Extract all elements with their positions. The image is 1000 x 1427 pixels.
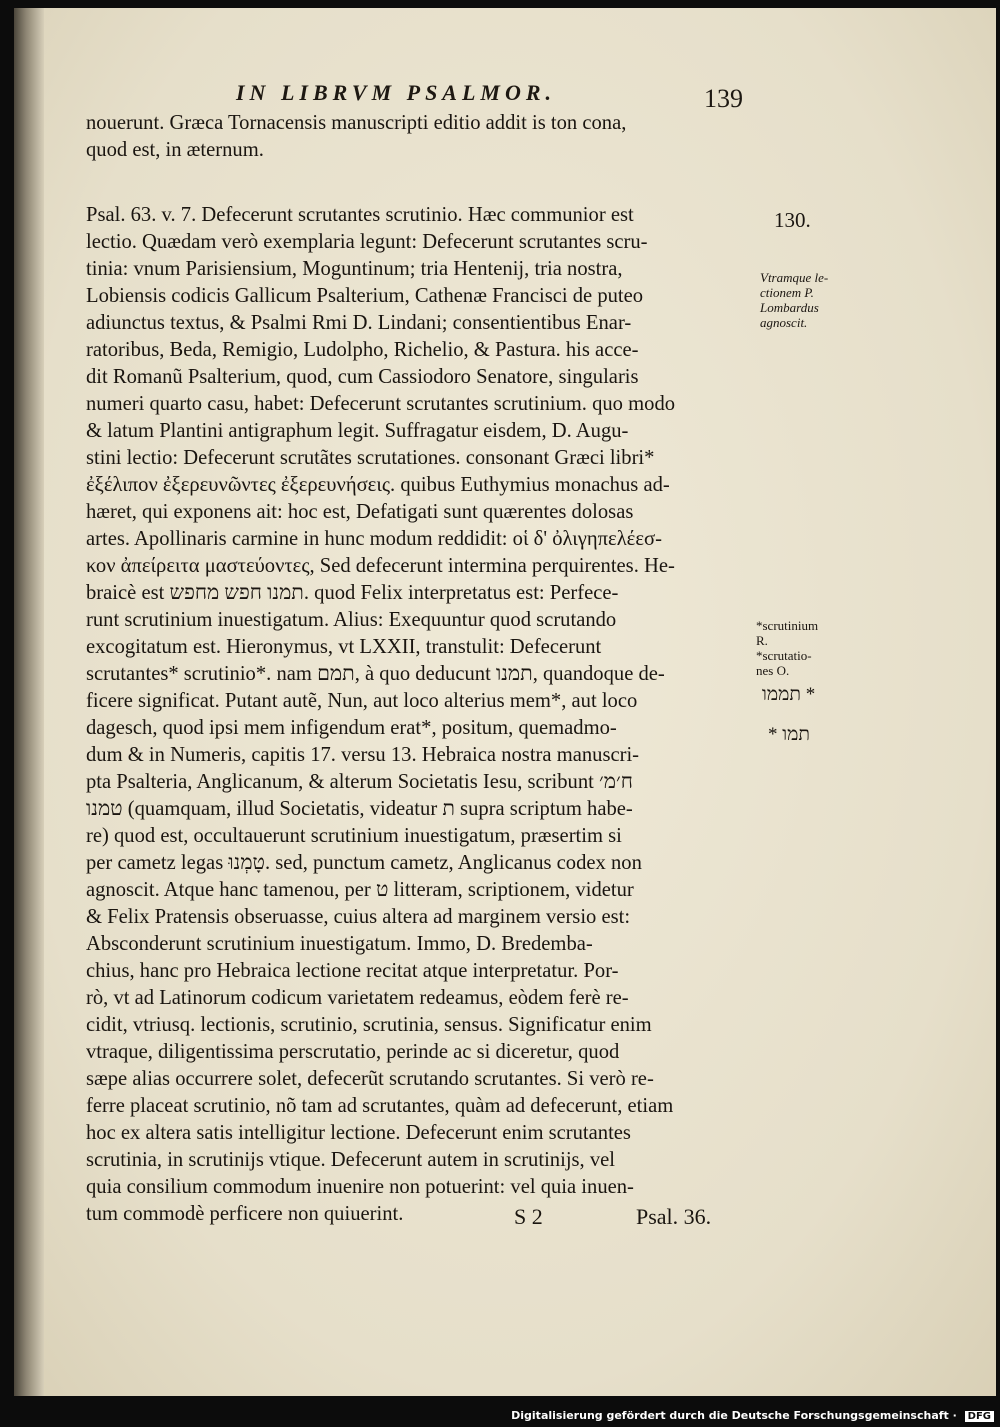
text-line: dit Romanũ Psalterium, quod, cum Cassiodoro Senatore, singularis xyxy=(86,366,639,388)
text-line: quia consilium commodum inuenire non potuerint: vel quia inuen- xyxy=(86,1176,634,1198)
text-line: dum & in Numeris, capitis 17. versu 13. Hebraica nostra manuscri- xyxy=(86,744,640,766)
text-line: pta Psalteria, Anglicanum, & alterum Societatis Iesu, scribunt ח׳מ׳ xyxy=(86,771,633,793)
text-line: & Felix Pratensis obseruasse, cuius altera ad marginem versio est: xyxy=(86,906,631,928)
text-line: nouerunt. Græca Tornacensis manuscripti editio addit is ton cona, xyxy=(86,112,627,134)
text-line: Psal. 63. v. 7. Defecerunt scrutantes scrutinio. Hæc communior est xyxy=(86,204,634,226)
margin-hebrew-note-2: * תמו xyxy=(768,724,810,745)
margin-note-line: Lombardus xyxy=(760,300,819,315)
margin-note-line: *scrutatio- xyxy=(756,648,812,663)
text-line: quod est, in æternum. xyxy=(86,139,264,161)
text-line: ἐξέλιπον ἐξερευνῶντες ἐξερευνήσεις. quibus Euthymius monachus ad- xyxy=(86,474,670,496)
signature-mark: S 2 xyxy=(514,1204,543,1229)
margin-note-line: *scrutinium xyxy=(756,618,819,633)
text-line: hæret, qui exponens ait: hoc est, Defatigati sunt quærentes dolosas xyxy=(86,501,634,523)
margin-note-lombardus xyxy=(760,270,828,330)
text-line: adiunctus textus, & Psalmi Rmi D. Lindani; consentientibus Enar- xyxy=(86,312,632,334)
paragraph-gap xyxy=(86,164,750,202)
margin-hebrew-note-1: תממו * xyxy=(762,684,816,705)
page-gutter-shadow xyxy=(14,8,44,1396)
text-line: agnoscit. Atque hanc tamenou, per ט litteram, scriptionem, videtur xyxy=(86,879,634,901)
text-line: κον ἀπείρειτα μαστεύοντες, Sed defecerunt intermina perquirentes. He- xyxy=(86,555,675,577)
text-line: tinia: vnum Parisiensium, Moguntinum; tria Hentenij, tria nostra, xyxy=(86,258,623,280)
text-line: sæpe alias occurrere solet, defecerũt scrutando scrutantes. Si verò re- xyxy=(86,1068,654,1090)
text-line: stini lectio: Defecerunt scrutãtes scrutationes. consonant Græci libri* xyxy=(86,447,655,469)
text-line: rò, vt ad Latinorum codicum varietatem redeamus, eòdem ferè re- xyxy=(86,987,629,1009)
text-line: per cametz legas טָמְנוּ. sed, punctum cametz, Anglicanus codex non xyxy=(86,852,642,874)
margin-note-variants xyxy=(756,618,818,678)
catchword: Psal. 36. xyxy=(636,1204,712,1229)
text-line: scrutantes* scrutinio*. nam תמם, à quo deducunt תמנו, quandoque de- xyxy=(86,663,665,685)
margin-note-line: R. xyxy=(756,633,768,648)
text-line: braicè est תמנו חפש מחפש. quod Felix interpretatus est: Perfece- xyxy=(86,582,619,604)
main-text-block xyxy=(86,110,750,1228)
text-line: ferre placeat scrutinio, nõ tam ad scrutantes, quàm ad defecerunt, etiam xyxy=(86,1095,674,1117)
text-line: tum commodè perficere non quiuerint. xyxy=(86,1203,404,1225)
text-line: טמנו (quamquam, illud Societatis, videatur ת supra scriptum habe- xyxy=(86,798,633,820)
text-line: Lobiensis codicis Gallicum Psalterium, Cathenæ Francisci de puteo xyxy=(86,285,644,307)
funding-notice xyxy=(511,1409,994,1422)
text-line: numeri quarto casu, habet: Defecerunt scrutantes scrutinium. quo modo xyxy=(86,393,676,415)
running-title: IN LIBRVM PSALMOR. xyxy=(236,80,557,105)
dfg-logo: DFG xyxy=(965,1411,994,1422)
text-line: lectio. Quædam verò exemplaria legunt: Defecerunt scrutantes scru- xyxy=(86,231,648,253)
text-line: cidit, vtriusq. lectionis, scrutinio, scrutinia, sensus. Significatur enim xyxy=(86,1014,652,1036)
margin-note-line: ctionem P. xyxy=(760,285,814,300)
margin-note-line: Vtramque le- xyxy=(760,270,829,285)
margin-note-line: agnoscit. xyxy=(760,315,808,330)
book-page xyxy=(14,8,996,1396)
text-line: artes. Apollinaris carmine in hunc modum reddidit: οἱ δ' ὀλιγηπελέεσ- xyxy=(86,528,662,550)
text-line: hoc ex altera satis intelligitur lectione. Defecerunt enim scrutantes xyxy=(86,1122,631,1144)
text-line: ficere significat. Putant autẽ, Nun, aut loco alterius mem*, aut loco xyxy=(86,690,638,712)
text-line: dagesch, quod ipsi mem infigendum erat*, positum, quemadmo- xyxy=(86,717,617,739)
text-line: chius, hanc pro Hebraica lectione recitat atque interpretatur. Por- xyxy=(86,960,619,982)
text-line: ratoribus, Beda, Remigio, Ludolpho, Richelio, & Pastura. his acce- xyxy=(86,339,639,361)
text-line: re) quod est, occultauerunt scrutinium inuestigatum, præsertim si xyxy=(86,825,622,847)
margin-note-line: nes O. xyxy=(756,663,790,678)
text-line: runt scrutinium inuestigatum. Alius: Exequuntur quod scrutando xyxy=(86,609,617,631)
page-number: 139 xyxy=(704,84,743,113)
text-line: vtraque, diligentissima perscrutatio, perinde ac si diceretur, quod xyxy=(86,1041,620,1063)
margin-reference-number: 130. xyxy=(774,208,811,232)
text-line: scrutinia, in scrutinijs vtique. Defecerunt autem in scrutinijs, vel xyxy=(86,1149,616,1171)
text-line: excogitatum est. Hieronymus, vt LXXII, transtulit: Defecerunt xyxy=(86,636,602,658)
text-line: Absconderunt scrutinium inuestigatum. Immo, D. Bredemba- xyxy=(86,933,593,955)
text-line: & latum Plantini antigraphum legit. Suffragatur eisdem, D. Augu- xyxy=(86,420,629,442)
funding-notice-text: Digitalisierung gefördert durch die Deutsche Forschungsgemeinschaft · xyxy=(511,1409,957,1422)
